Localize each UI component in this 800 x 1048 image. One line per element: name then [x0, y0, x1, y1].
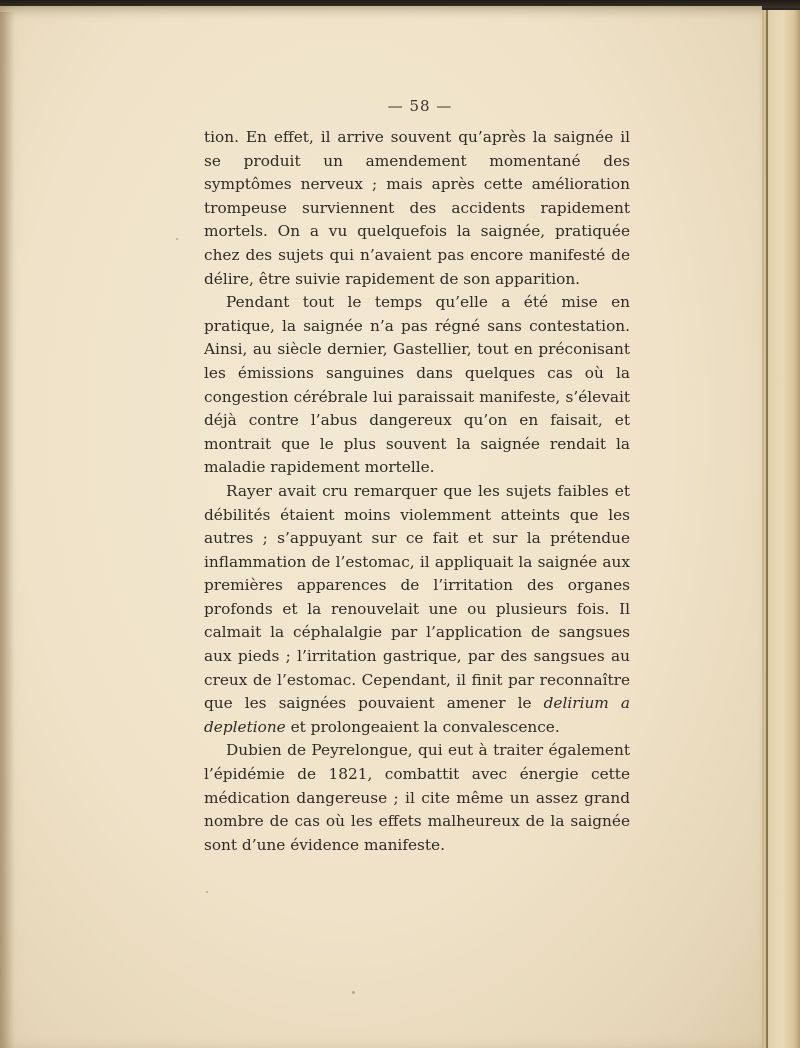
paragraph-1: tion. En effet, il arrive souvent qu’après la saignée il se produit un amendement momentané des symptômes nerveux ; mais après cette amélioration trompeuse surviennent des accidents rapidement mortels. On a vu quelquefois la saignée, pratiquée chez des sujets qui n’avaient pas encore manifesté de délire, être suivie rapidement de son apparition. — [204, 128, 630, 288]
page-binding-shadow — [0, 12, 14, 1048]
paragraph-4: Dubien de Peyrelongue, qui eut à traiter également l’épidémie de 1821, combattit avec énergie cette médication dangereuse ; il cite même un assez grand nombre de cas où les effets malheureux de la saignée sont d’une évidence manifeste. — [204, 741, 630, 854]
paper-speck — [206, 891, 208, 893]
page-number: — 58 — — [387, 97, 453, 115]
paragraph-3-text-before: Rayer avait cru remarquer que les sujets faibles et débilités étaient moins violemment atteints que les autres ; s’appuyant sur ce fait et sur la prétendue inflammation de l’estomac, il appliquait la saignée aux premières apparences de l’irritation des organes profonds et la renouvelait une ou plusieurs fois. Il calmait la céphalalgie par l’application de sangsues aux pieds ; l’irritation gastrique, par des sangsues au creux de l’estomac. Cependant, il finit par reconnaître que les saignées pouvaient amener le — [204, 481, 630, 713]
paper-speck — [176, 238, 178, 240]
latin-term: delirium a depletione — [204, 694, 630, 736]
paper-speck — [352, 991, 355, 994]
paragraph-3 — [204, 480, 630, 740]
body-text — [204, 126, 630, 857]
paragraph-2: Pendant tout le temps qu’elle a été mise en pratique, la saignée n’a pas régné sans contestation. Ainsi, au siècle dernier, Gastellier, tout en préconisant les émissions sanguines dans quelques cas où la congestion cérébrale lui paraissait manifeste, s’élevait déjà contre l’abus dangereux qu’on en faisait, et montrait que le plus souvent la saignée rendait la maladie rapidement mortelle. — [204, 293, 630, 477]
paragraph-3-text-after: et prolongeaient la convalescence. — [285, 717, 560, 736]
page-edge-line — [766, 10, 768, 1048]
